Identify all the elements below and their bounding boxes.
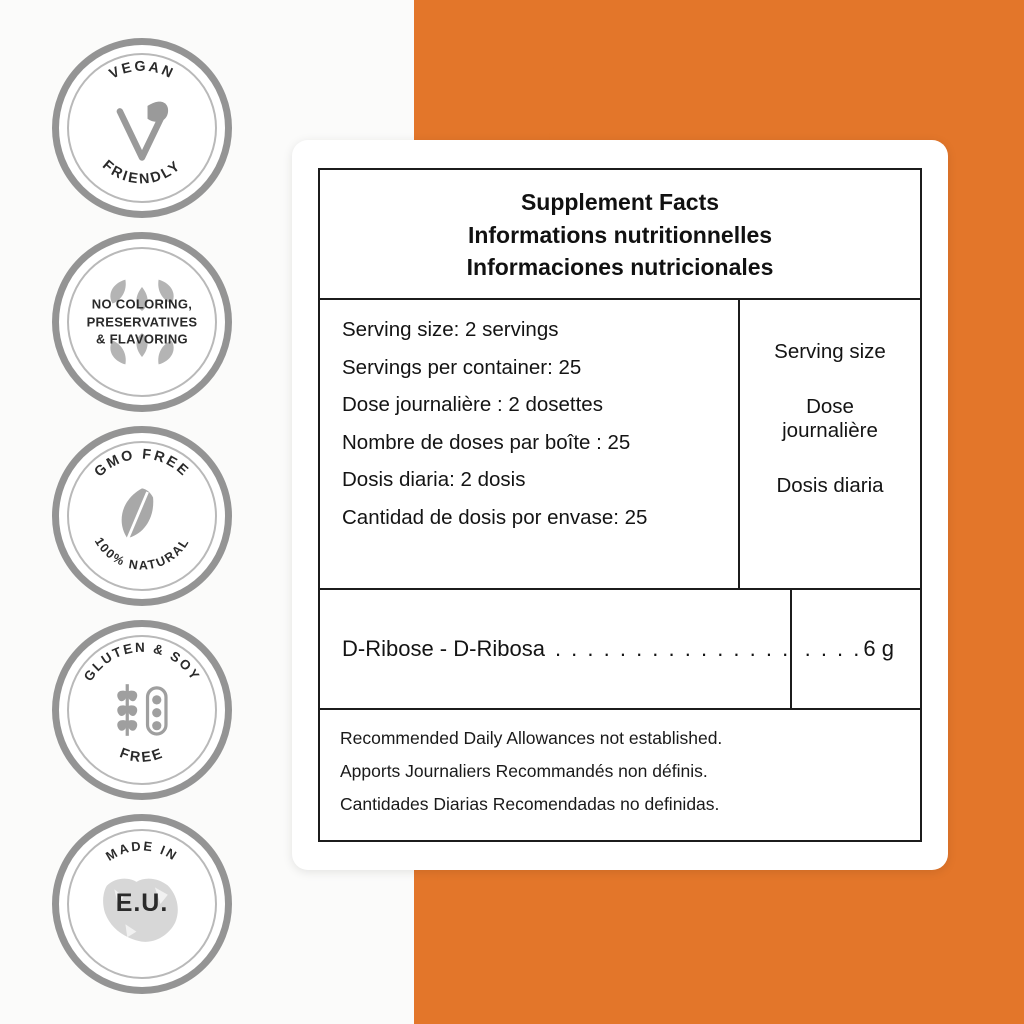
- supplement-facts-card: [292, 140, 948, 870]
- badge-vegan-friendly: [52, 38, 232, 218]
- leader-dots-continued: . . . .: [804, 635, 862, 661]
- facts-title-en: Supplement Facts: [520, 189, 720, 215]
- footnote-en: Recommended Daily Allowances not established.: [340, 727, 723, 748]
- badge-center-label: E.U.: [115, 889, 169, 918]
- badge-no-coloring: [52, 232, 232, 412]
- wheat-soy-icon: [59, 627, 225, 793]
- footnotes-block: [320, 710, 920, 829]
- facts-title-es: Informaciones nutricionales: [466, 254, 774, 281]
- leaf-icon: [59, 433, 225, 599]
- serving-column-headers: [740, 300, 920, 588]
- serving-header-fr-line1: Dose: [806, 394, 854, 418]
- ingredient-name: D-Ribose - D-Ribosa: [342, 635, 545, 661]
- svg-text:MADE IN: MADE IN: [103, 838, 182, 864]
- serving-line: Nombre de doses par boîte : 25: [342, 430, 631, 454]
- svg-text:FRIENDLY: FRIENDLY: [99, 157, 185, 188]
- serving-header-fr: [750, 395, 910, 444]
- serving-line: Serving size: 2 servings: [342, 317, 559, 341]
- badge-center-label: NO COLORING, PRESERVATIVES & FLAVORING: [86, 296, 198, 347]
- badge-gluten-soy-free: [52, 620, 232, 800]
- leader-dots: . . . . . . . . . . . . . . .: [554, 635, 791, 661]
- serving-header-en: Serving size: [774, 339, 886, 363]
- serving-header-fr-line2: journalière: [782, 419, 878, 443]
- ingredient-name-cell: [320, 590, 792, 708]
- svg-text:FREE: FREE: [117, 745, 167, 767]
- footnote-fr: Apports Journaliers Recommandés non définis.: [340, 760, 708, 781]
- serving-information-row: [320, 300, 920, 590]
- facts-title-fr: Informations nutritionnelles: [467, 221, 773, 248]
- serving-line: Cantidad de dosis por envase: 25: [342, 505, 648, 529]
- svg-text:GMO FREE: GMO FREE: [91, 446, 193, 481]
- serving-line: Servings per container: 25: [342, 355, 582, 379]
- serving-line: Dosis diaria: 2 dosis: [342, 468, 526, 492]
- badge-made-in-eu: [52, 814, 232, 994]
- svg-text:100% NATURAL: 100% NATURAL: [91, 534, 193, 573]
- serving-line: Dose journalière : 2 dosettes: [342, 393, 603, 417]
- ingredient-amount: 6 g: [863, 635, 894, 661]
- svg-text:GLUTEN & SOY: GLUTEN & SOY: [80, 639, 204, 684]
- badge-gmo-free: [52, 426, 232, 606]
- footnote-es: Cantidades Diarias Recomendadas no definidas.: [340, 793, 720, 814]
- vegan-leaf-icon: [59, 45, 225, 211]
- serving-details: [320, 300, 740, 588]
- facts-title-block: [320, 170, 920, 300]
- ingredient-amount-cell: [792, 590, 920, 708]
- certification-badges: [52, 38, 242, 994]
- svg-text:VEGAN: VEGAN: [106, 58, 178, 83]
- ingredient-row: [320, 590, 920, 710]
- serving-header-es: Dosis diaria: [776, 473, 884, 497]
- supplement-facts-table: [318, 168, 922, 842]
